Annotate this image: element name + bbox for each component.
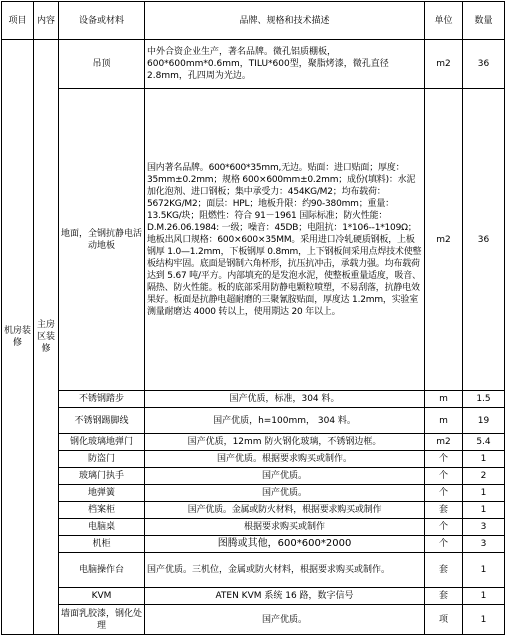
table-row	[2, 451, 505, 468]
item-unit: 个	[425, 468, 463, 485]
table-row	[2, 605, 505, 635]
table-row	[2, 408, 505, 434]
item-name: 机柜	[59, 536, 145, 553]
item-qty: 19	[463, 408, 505, 434]
table-row	[2, 536, 505, 553]
header-row	[2, 2, 505, 40]
item-name: 玻璃门执手	[59, 468, 145, 485]
header-content: 内容	[34, 2, 59, 40]
item-name: 电脑桌	[59, 519, 145, 536]
table-row	[2, 588, 505, 605]
item-spec: 国产优质。三机位，金属或防火材料，根据要求购买或制作。	[145, 553, 425, 588]
item-unit: 个	[425, 519, 463, 536]
item-spec: 国产优质。	[145, 468, 425, 485]
item-spec: 国产优质，h=100mm， 304 料。	[145, 408, 425, 434]
item-spec: 国产优质。金属或防火材料，根据要求购买或制作	[145, 502, 425, 519]
item-qty: 5.4	[463, 434, 505, 451]
header-unit: 单位	[425, 2, 463, 40]
item-spec: 图腾或其他，600*600*2000	[145, 536, 425, 553]
item-name: 不锈钢踢脚线	[59, 408, 145, 434]
header-project: 项目	[2, 2, 34, 40]
item-unit: m2	[425, 434, 463, 451]
item-unit: 个	[425, 451, 463, 468]
item-name: 防盗门	[59, 451, 145, 468]
item-qty: 1	[463, 502, 505, 519]
item-name: 不锈钢踏步	[59, 391, 145, 408]
item-spec: 国内著名品牌。600*600*35mm,无边。贴面：进口贴面；厚度：35mm±0.2mm；规格 600×600mm±0.2mm；成份(填料)：水泥加化泡剂、进口钢板；集中承受力：454KG/M2；均布载荷：5672KG/M2；面层：HPL；地板升限：约90-380mm；重量：13.5KG/块；阻燃性：符合 91－1961 国际标准；防火性能：D.M.26.06.1984: 一级；噪音：45DB；电阻抗：1*106--1*109Ω；地板出风口规格：600×600×35MM。采用进口冷轧硬质钢板，上板钢厚 1.0—1.2mm，下板钢厚 0.8mm，上下钢板间采用点焊技术使整板结构牢固。底面是钢制六角杯形，抗压抗冲击，承载力强。均布载荷达到 5.67 吨/平方。内部填充的是发泡水泥，使整板重量适度，吸音、隔热、防火性能。板的底部采用防静电颗粒喷塑，不易刮落，抗静电效果好。板面是抗静电超耐磨的三聚氰胺贴面，厚度达 1.2mm，实验室测量耐磨达 4000 转以上，使用期达 20 年以上。	[145, 89, 425, 391]
item-unit: m2	[425, 40, 463, 89]
item-qty: 1	[463, 485, 505, 502]
item-name: 地面，全钢抗静电活动地板	[59, 89, 145, 391]
table-row	[2, 89, 505, 391]
table-row	[2, 40, 505, 89]
table-row	[2, 468, 505, 485]
item-name: 墙面乳胶漆，钢化处理	[59, 605, 145, 635]
item-unit: 套	[425, 502, 463, 519]
item-unit: 个	[425, 536, 463, 553]
item-unit: m	[425, 408, 463, 434]
item-name: 地弹簧	[59, 485, 145, 502]
item-unit: 套	[425, 588, 463, 605]
group-project-cell: 机房装修	[2, 40, 34, 635]
item-qty: 1	[463, 451, 505, 468]
item-spec: 国产优质，12mm 防火钢化玻璃，不锈钢边框。	[145, 434, 425, 451]
header-equipment: 设备或材料	[59, 2, 145, 40]
item-unit: m	[425, 391, 463, 408]
table-row	[2, 391, 505, 408]
equipment-table	[1, 1, 505, 635]
item-spec: 国产优质。	[145, 485, 425, 502]
item-unit: 套	[425, 553, 463, 588]
table-row	[2, 434, 505, 451]
item-spec: ATEN KVM 系统 16 路，数字信号	[145, 588, 425, 605]
table-row	[2, 553, 505, 588]
item-spec: 中外合资企业生产，著名品牌。微孔铝质棚板，600*600mm*0.6mm，TILU*600型，聚脂烤漆，微孔直径 2.8mm，孔四周为光边。	[145, 40, 425, 89]
item-qty: 1.5	[463, 391, 505, 408]
item-name: 钢化玻璃地弹门	[59, 434, 145, 451]
item-unit: 个	[425, 485, 463, 502]
header-spec: 品牌、规格和技术描述	[145, 2, 425, 40]
item-spec: 国产优质，标准，304 料。	[145, 391, 425, 408]
item-qty: 3	[463, 519, 505, 536]
item-name: KVM	[59, 588, 145, 605]
item-name: 档案柜	[59, 502, 145, 519]
item-qty: 1	[463, 588, 505, 605]
group-content-cell: 主房区装修	[34, 40, 59, 635]
item-name: 吊顶	[59, 40, 145, 89]
item-spec: 国产优质。	[145, 605, 425, 635]
item-qty: 36	[463, 89, 505, 391]
item-spec: 国产优质。根据要求购买或制作。	[145, 451, 425, 468]
table-row	[2, 519, 505, 536]
item-qty: 36	[463, 40, 505, 89]
header-qty: 数量	[463, 2, 505, 40]
table-row	[2, 485, 505, 502]
item-qty: 2	[463, 468, 505, 485]
item-unit: m2	[425, 89, 463, 391]
item-unit: 项	[425, 605, 463, 635]
item-qty: 1	[463, 553, 505, 588]
item-name: 电脑操作台	[59, 553, 145, 588]
item-qty: 1	[463, 605, 505, 635]
item-qty: 3	[463, 536, 505, 553]
table-row	[2, 502, 505, 519]
item-spec: 根据要求购买或制作	[145, 519, 425, 536]
